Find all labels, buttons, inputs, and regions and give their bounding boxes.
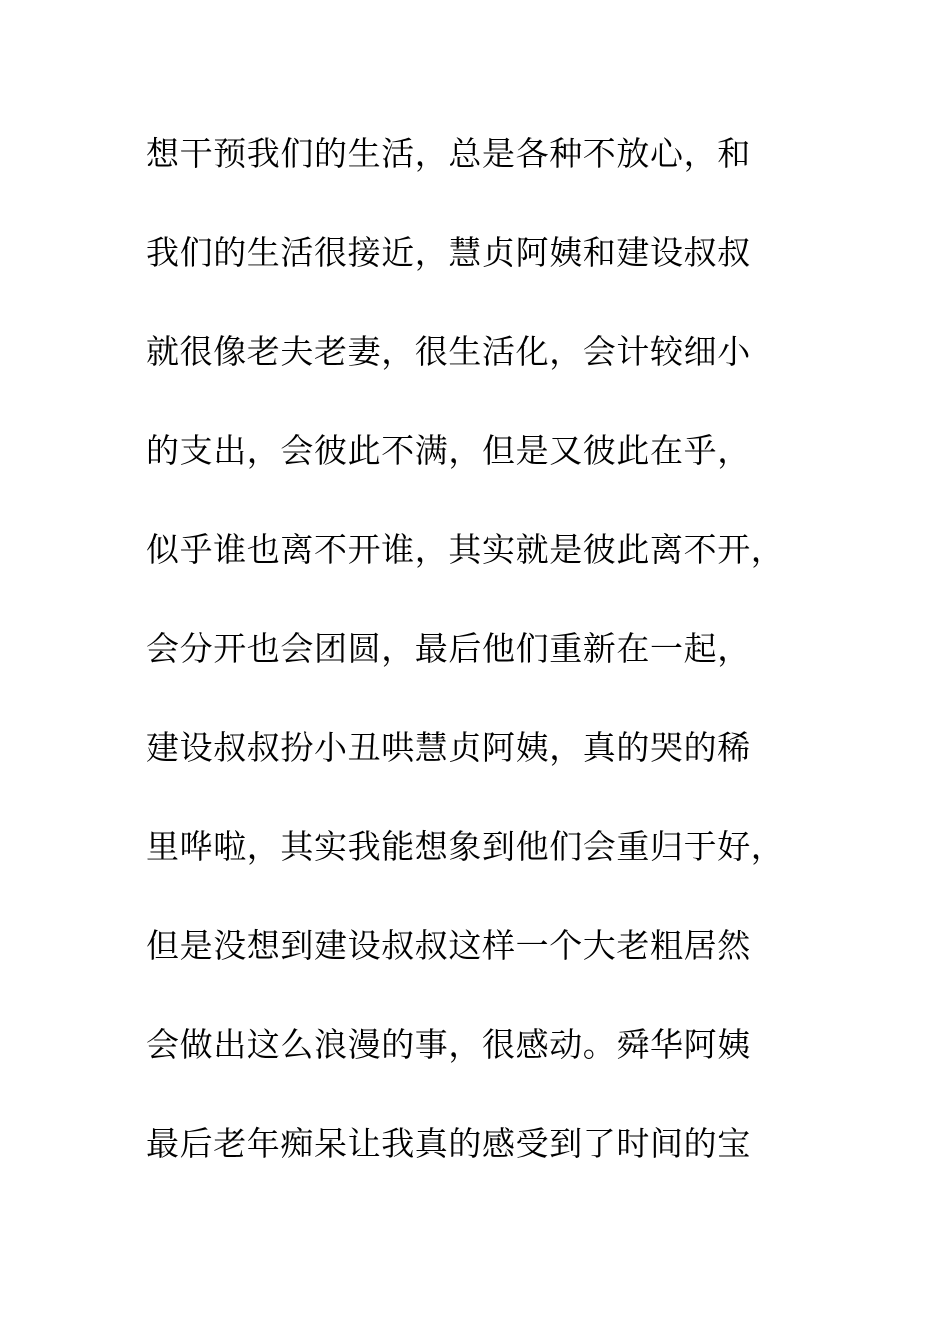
text-line-9: 但是没想到建设叔叔这样一个大老粗居然 <box>146 926 751 965</box>
text-line-8: 里哗啦，其实我能想象到他们会重归于好， <box>146 827 785 866</box>
text-line-1: 想干预我们的生活，总是各种不放心，和 <box>146 134 751 173</box>
text-line-3: 就很像老夫老妻，很生活化，会计较细小 <box>146 332 751 371</box>
text-line-2: 我们的生活很接近，慧贞阿姨和建设叔叔 <box>146 233 751 272</box>
text-line-10: 会做出这么浪漫的事，很感动。舜华阿姨 <box>146 1025 751 1064</box>
text-line-7: 建设叔叔扮小丑哄慧贞阿姨，真的哭的稀 <box>146 728 751 767</box>
body-text <box>146 126 806 1215</box>
text-line-5: 似乎谁也离不开谁，其实就是彼此离不开， <box>146 530 785 569</box>
text-line-11: 最后老年痴呆让我真的感受到了时间的宝 <box>146 1124 751 1163</box>
text-line-6: 会分开也会团圆，最后他们重新在一起， <box>146 629 751 668</box>
text-line-4: 的支出，会彼此不满，但是又彼此在乎， <box>146 431 751 470</box>
